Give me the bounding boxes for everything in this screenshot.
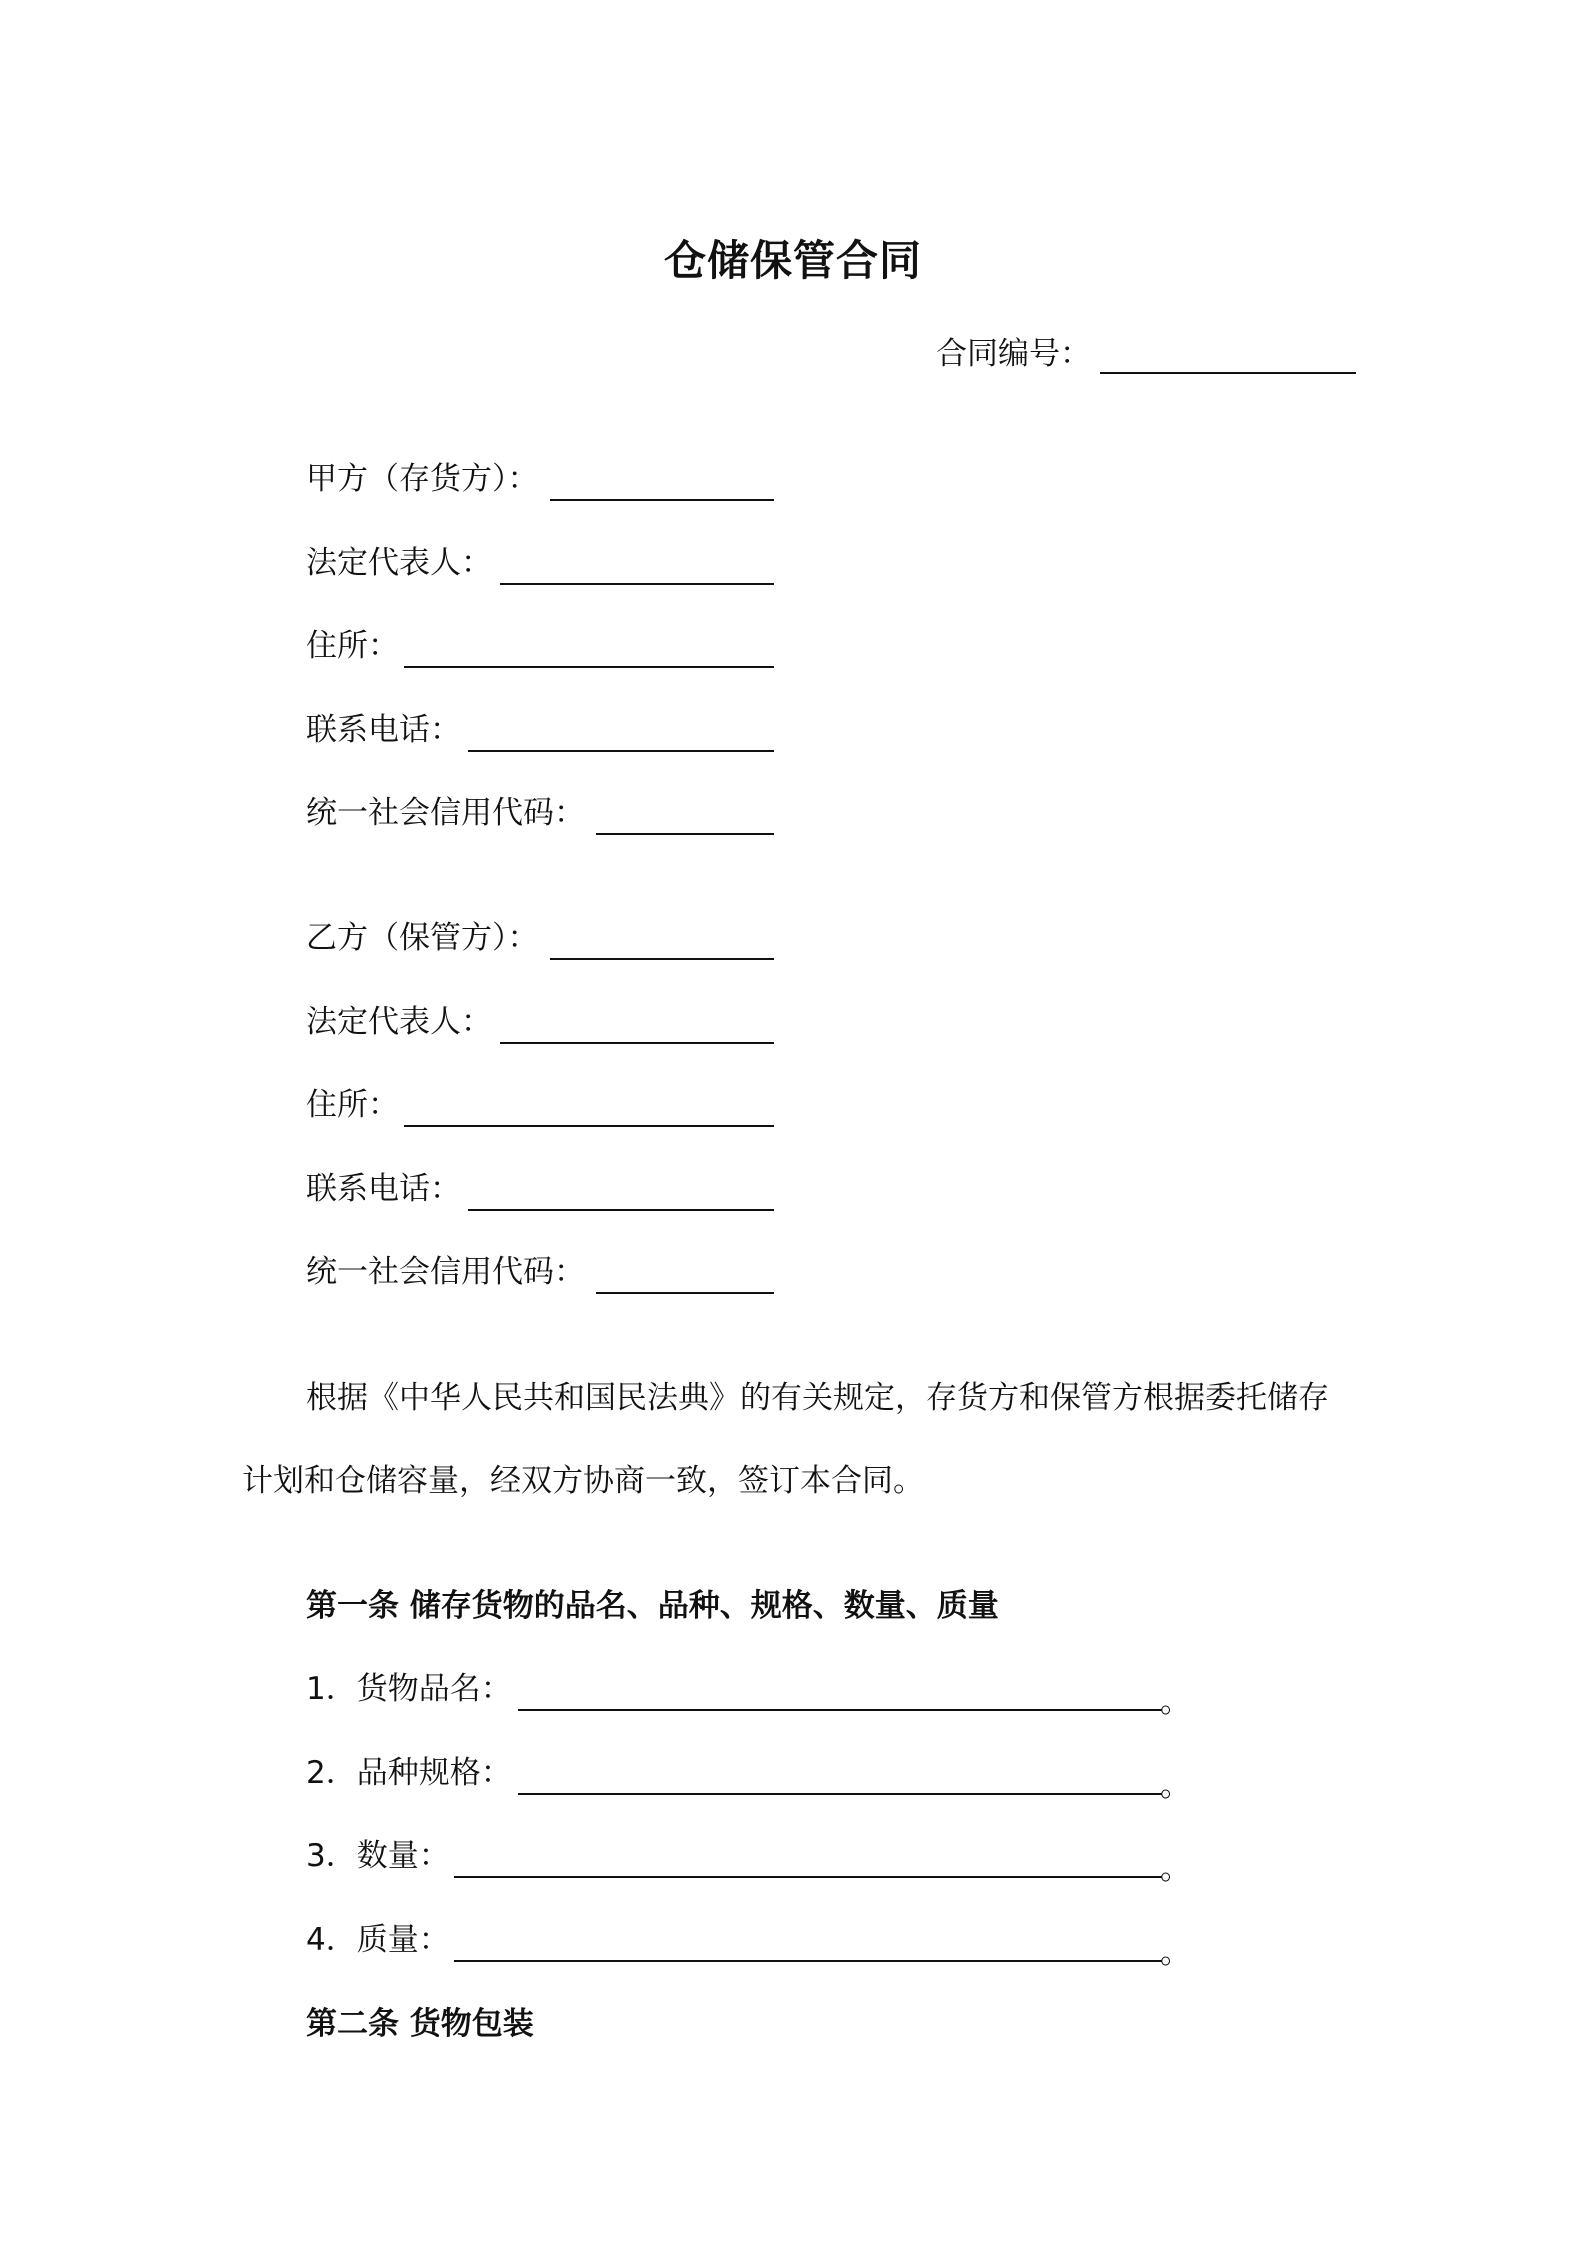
contract-no-field[interactable] (1100, 372, 1356, 374)
party-b-address-label: 住所： (306, 1087, 399, 1123)
goods-name-field[interactable] (518, 1709, 1162, 1711)
article-1-item-1-end: 。 (1160, 1684, 1191, 1720)
party-a-rep-field[interactable] (500, 583, 774, 585)
article-2-heading: 第二条 货物包装 (306, 2006, 534, 2042)
party-a-name-label: 甲方（存货方）： (306, 461, 539, 497)
article-1-item-1-label: 1．货物品名： (306, 1671, 512, 1707)
party-a-name-field[interactable] (550, 499, 774, 501)
party-a-credit-code-label: 统一社会信用代码： (306, 795, 585, 831)
party-b-phone-field[interactable] (468, 1209, 774, 1211)
article-1-item-3-label: 3．数量： (306, 1838, 450, 1874)
article-1-item-2-label: 2．品种规格： (306, 1755, 512, 1791)
party-b-address-field[interactable] (404, 1125, 774, 1127)
preamble-line-2: 计划和仓储容量，经双方协商一致，签订本合同。 (242, 1463, 924, 1499)
goods-quality-field[interactable] (454, 1960, 1162, 1962)
party-a-phone-field[interactable] (468, 750, 774, 752)
article-1-item-3-end: 。 (1160, 1851, 1191, 1887)
goods-quantity-field[interactable] (454, 1876, 1162, 1878)
party-b-credit-code-field[interactable] (596, 1292, 774, 1294)
party-b-name-field[interactable] (550, 958, 774, 960)
preamble-line-1: 根据《中华人民共和国民法典》的有关规定，存货方和保管方根据委托储存 (306, 1380, 1329, 1416)
party-a-address-field[interactable] (404, 666, 774, 668)
party-b-phone-label: 联系电话： (306, 1171, 461, 1207)
article-1-item-4-end: 。 (1160, 1935, 1191, 1971)
party-a-address-label: 住所： (306, 628, 399, 664)
party-b-rep-field[interactable] (500, 1042, 774, 1044)
page-title: 仓储保管合同 (663, 236, 922, 285)
article-1-item-2-end: 。 (1160, 1768, 1191, 1804)
party-b-credit-code-label: 统一社会信用代码： (306, 1254, 585, 1290)
party-a-credit-code-field[interactable] (596, 833, 774, 835)
party-b-name-label: 乙方（保管方）： (306, 920, 539, 956)
party-b-rep-label: 法定代表人： (306, 1004, 492, 1040)
article-1-heading: 第一条 储存货物的品名、品种、规格、数量、质量 (306, 1588, 999, 1624)
goods-spec-field[interactable] (518, 1793, 1162, 1795)
party-a-rep-label: 法定代表人： (306, 545, 492, 581)
contract-no-label: 合同编号： (936, 336, 1091, 372)
party-a-phone-label: 联系电话： (306, 712, 461, 748)
article-1-item-4-label: 4．质量： (306, 1922, 450, 1958)
